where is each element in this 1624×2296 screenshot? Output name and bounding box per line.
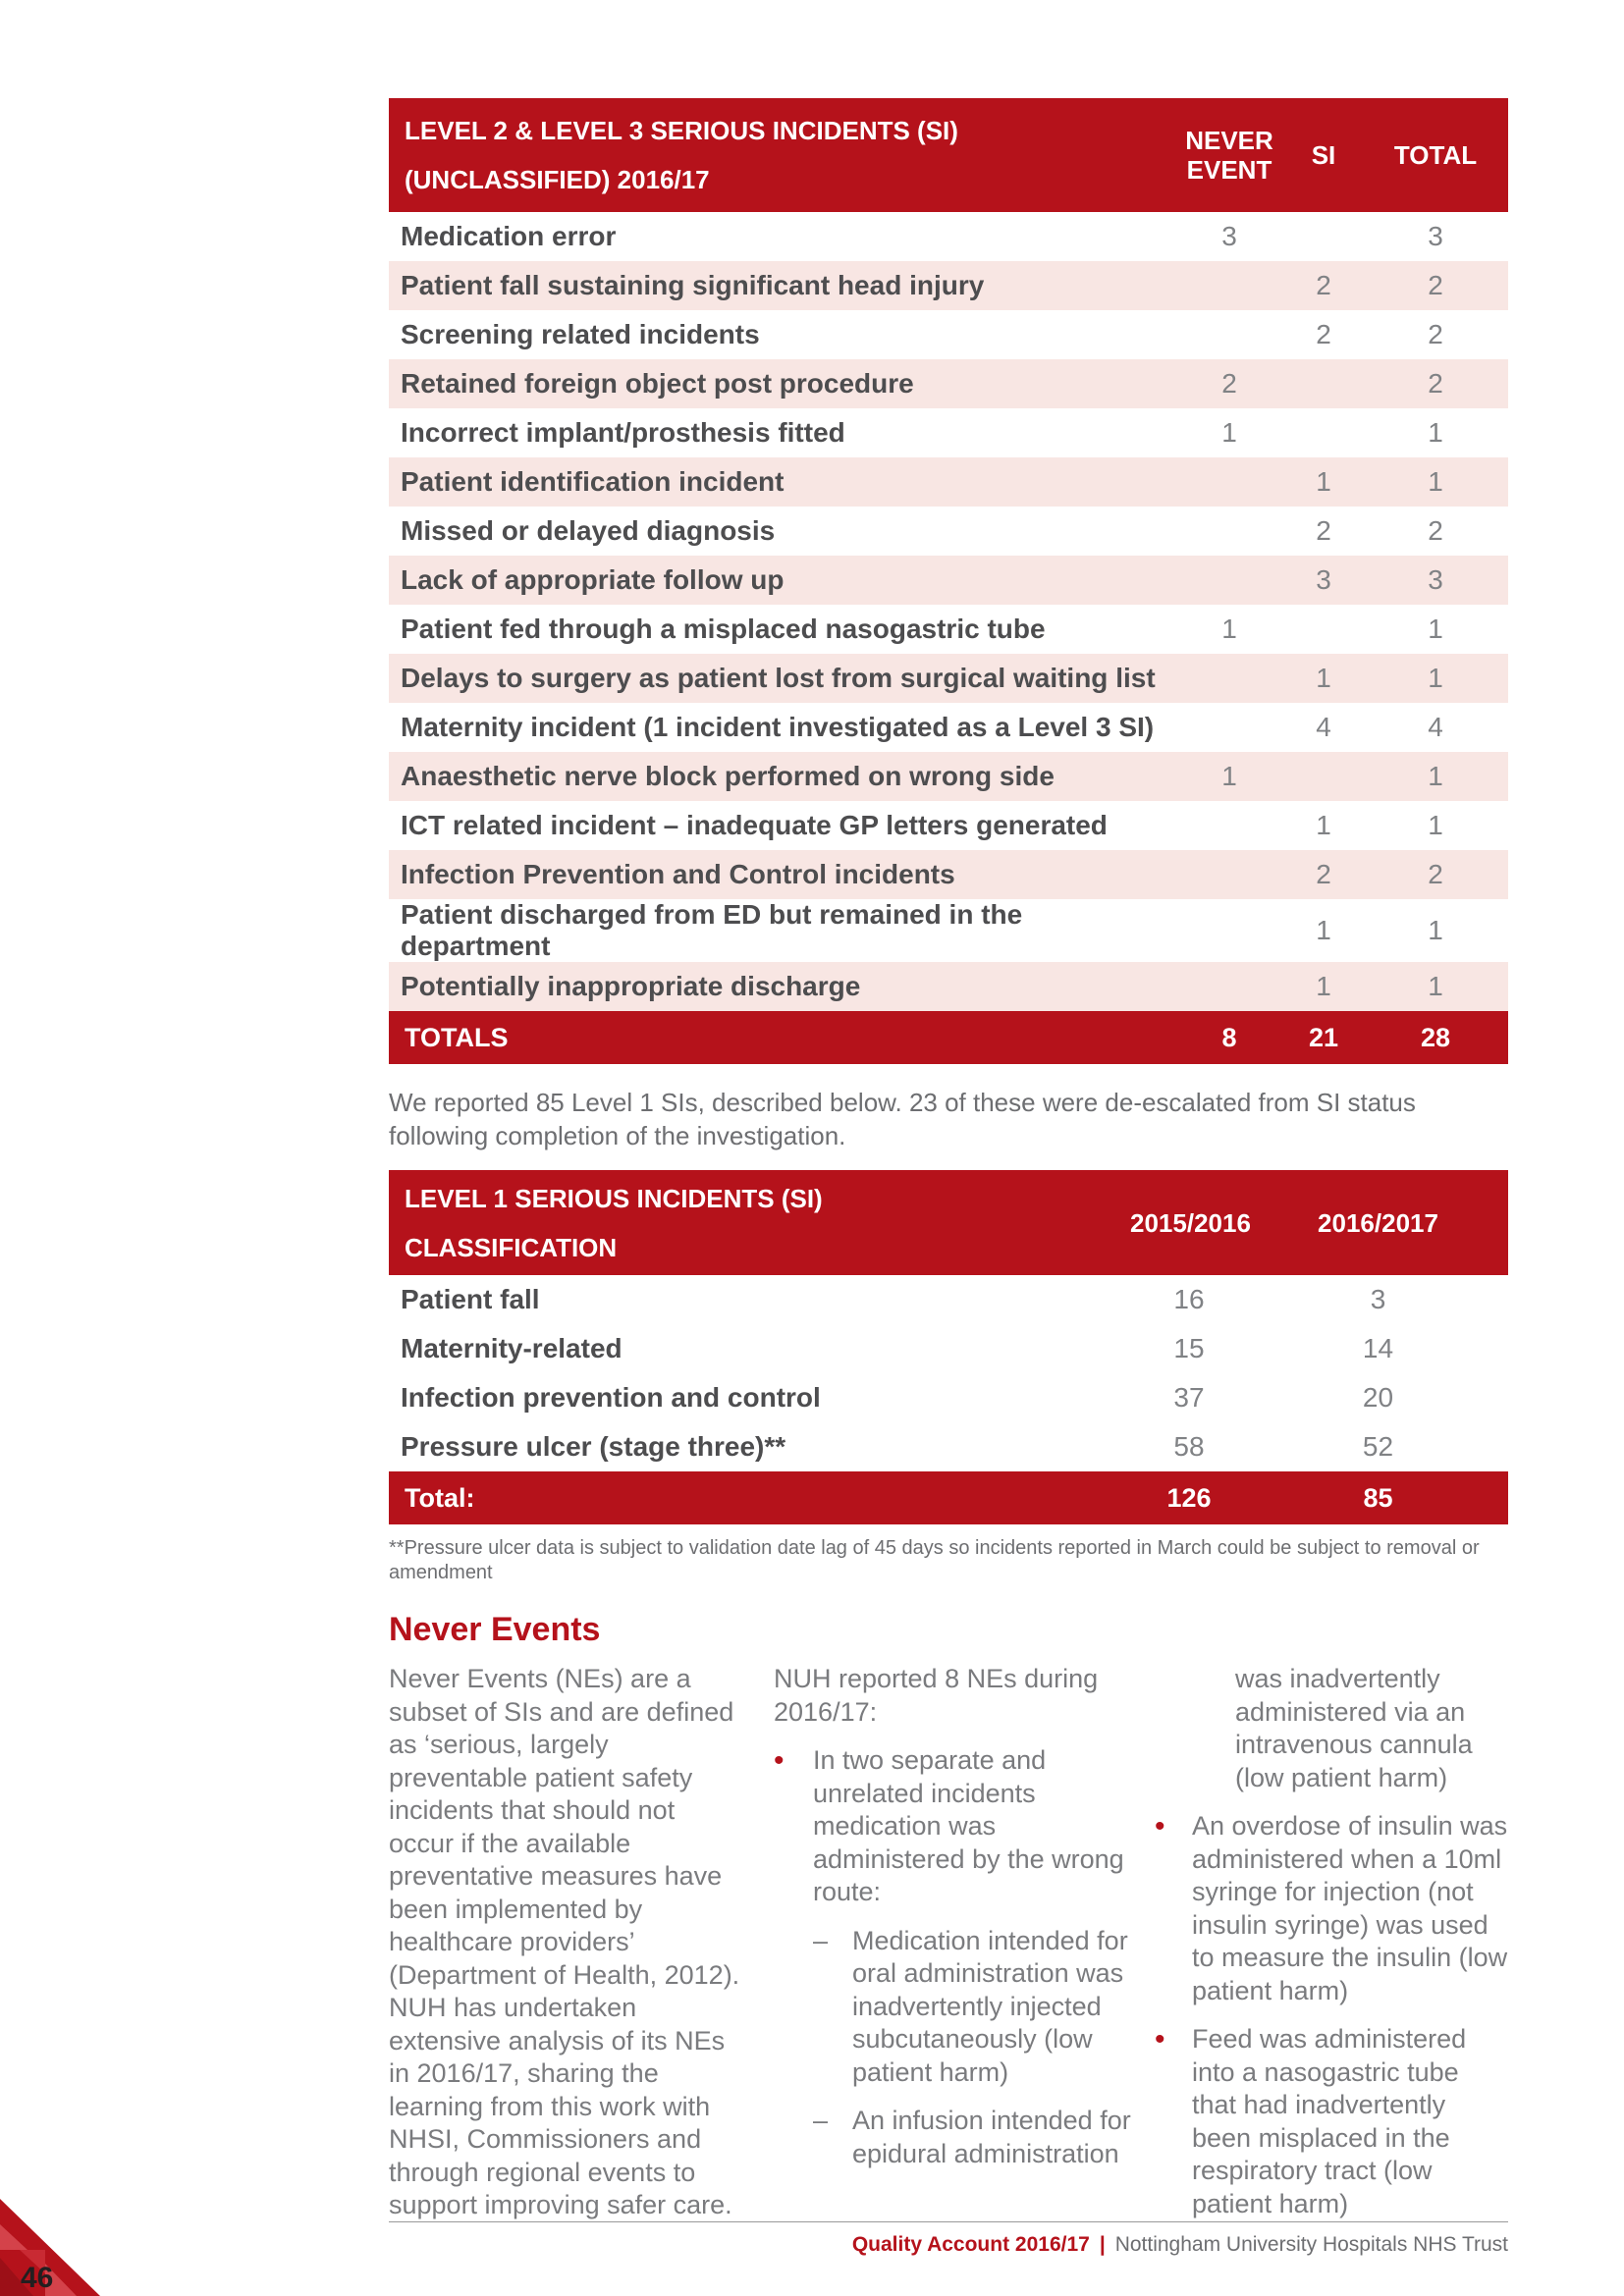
total-value: 2 xyxy=(1363,261,1508,310)
year-2016-header: 2016/2017 xyxy=(1318,1207,1438,1238)
total-value: 1 xyxy=(1428,810,1443,840)
bullet-icon: • xyxy=(1155,2023,1165,2056)
never-event-value xyxy=(1174,261,1284,310)
never-event-value xyxy=(1174,654,1284,703)
never-event-value xyxy=(1174,556,1284,605)
page-content xyxy=(389,98,1508,2219)
table-row xyxy=(389,962,1508,1011)
si-value xyxy=(1284,359,1363,408)
year-2015-value: 15 xyxy=(1173,1333,1205,1363)
never-event-value: 1 xyxy=(1221,417,1237,448)
total-header: TOTAL xyxy=(1393,140,1478,170)
si-value: 1 xyxy=(1284,457,1363,507)
page-number: 46 xyxy=(21,2262,54,2294)
totals-never-event: 8 xyxy=(1174,1011,1284,1064)
totals-row xyxy=(389,1011,1508,1064)
bullet-icon: • xyxy=(774,1744,785,1777)
list-item-text: An overdose of insulin was administered when a 10ml syringe for injection (not insulin syringe) was used to measure the insulin (low patient harm) xyxy=(1192,1811,1508,2005)
never-event-value: 3 xyxy=(1221,221,1237,251)
dash-icon: – xyxy=(813,2106,829,2135)
total-value: 1 xyxy=(1363,752,1508,801)
total-value: 1 xyxy=(1363,457,1508,507)
never-event-value: 2 xyxy=(1174,359,1284,408)
row-label: Patient identification incident xyxy=(389,457,1174,507)
total-value: 1 xyxy=(1428,417,1443,448)
bullet-list xyxy=(1155,1810,1510,2220)
sub-list-item-text: Medication intended for oral administration was inadvertently injected subcutaneously (low patient harm) xyxy=(852,1925,1128,2087)
total-value: 3 xyxy=(1363,556,1508,605)
row-label: Anaesthetic nerve block performed on wrong side xyxy=(389,752,1174,801)
si-value: 2 xyxy=(1316,319,1331,349)
column-1: Never Events (NEs) are a subset of SIs and are defined as ‘serious, largely preventable patient safety incidents that should not occur if the available preventative measures have been implemented by healthcare providers’ (Department of Health, 2012). NUH has undertaken extensive analysis of its NEs in 2016/17, sharing the learning from this work with NHSI, Commissioners and through regional events to support improving safer care. xyxy=(389,1664,740,2219)
row-label: Screening related incidents xyxy=(401,319,760,349)
totals-2015: 126 xyxy=(1130,1471,1248,1524)
row-label: Pressure ulcer (stage three)** xyxy=(401,1431,786,1462)
si-value: 3 xyxy=(1284,556,1363,605)
column-intro: NUH reported 8 NEs during 2016/17: xyxy=(774,1664,1099,1727)
table-row xyxy=(389,801,1508,850)
row-label: Lack of appropriate follow up xyxy=(389,556,1174,605)
year-2015-value: 37 xyxy=(1173,1382,1205,1413)
total-value: 2 xyxy=(1428,515,1443,546)
table-row xyxy=(389,408,1508,457)
sub-list-item-text: An infusion intended for epidural administration xyxy=(852,2106,1131,2168)
si-value: 1 xyxy=(1284,962,1363,1011)
footer-report-title: Quality Account 2016/17 xyxy=(851,2233,1090,2256)
si-header: SI xyxy=(1311,140,1336,170)
header-line: NEVER xyxy=(1185,126,1273,155)
si-value: 2 xyxy=(1284,261,1363,310)
row-label: Infection prevention and control xyxy=(401,1382,821,1413)
total-value: 1 xyxy=(1363,962,1508,1011)
si-value: 1 xyxy=(1316,915,1331,945)
never-event-value: 1 xyxy=(1221,614,1237,644)
corner-decoration-icon xyxy=(0,2199,108,2296)
year-2016-value: 52 xyxy=(1362,1431,1394,1462)
sub-list xyxy=(813,1925,1137,2171)
si-value xyxy=(1284,752,1363,801)
list-item xyxy=(1155,2023,1510,2220)
year-2016-value: 20 xyxy=(1362,1382,1394,1413)
table-row xyxy=(389,556,1508,605)
table-row xyxy=(389,1324,1508,1373)
total-value: 4 xyxy=(1428,712,1443,742)
table-row xyxy=(389,703,1508,752)
table-header xyxy=(389,98,1508,212)
footer-organisation: Nottingham University Hospitals NHS Trust xyxy=(1114,2233,1508,2256)
total-value: 3 xyxy=(1428,221,1443,251)
year-2016-value: 14 xyxy=(1362,1333,1394,1363)
list-item xyxy=(1155,1810,1510,2007)
table-row xyxy=(389,507,1508,556)
table-row xyxy=(389,261,1508,310)
total-value: 1 xyxy=(1428,915,1443,945)
table-row xyxy=(389,457,1508,507)
title-line: LEVEL 2 & LEVEL 3 SERIOUS INCIDENTS (SI) xyxy=(405,116,958,145)
pressure-ulcer-footnote: **Pressure ulcer data is subject to validation date lag of 45 days so incidents reported in March could be subject to removal or amendment xyxy=(389,1537,1480,1583)
si-value: 1 xyxy=(1316,810,1331,840)
list-item-text: In two separate and unrelated incidents medication was administered by the wrong route: xyxy=(813,1745,1124,1906)
table-header xyxy=(389,1170,1508,1275)
row-label: Delays to surgery as patient lost from surgical waiting list xyxy=(389,654,1174,703)
total-value: 2 xyxy=(1363,850,1508,899)
year-2015-value: 16 xyxy=(1173,1284,1205,1314)
title-line: (UNCLASSIFIED) 2016/17 xyxy=(405,165,710,194)
si-value xyxy=(1284,408,1363,457)
si-value xyxy=(1284,212,1363,261)
section-heading: Never Events xyxy=(389,1611,601,1648)
footer-separator: | xyxy=(1099,2233,1106,2256)
si-value: 4 xyxy=(1316,712,1331,742)
si-value: 2 xyxy=(1284,850,1363,899)
page-footer xyxy=(852,2233,1508,2257)
never-event-value xyxy=(1174,850,1284,899)
table-row xyxy=(389,752,1508,801)
row-label: Medication error xyxy=(401,221,617,251)
row-label: Patient fed through a misplaced nasogastric tube xyxy=(401,614,1046,644)
table-title xyxy=(389,98,1174,212)
table-row xyxy=(389,359,1508,408)
row-label: Retained foreign object post procedure xyxy=(389,359,1174,408)
sub-list-item xyxy=(813,1925,1137,2090)
never-event-value xyxy=(1174,507,1284,556)
total-value: 2 xyxy=(1428,319,1443,349)
totals-si: 21 xyxy=(1284,1011,1363,1064)
title-line: LEVEL 1 SERIOUS INCIDENTS (SI) xyxy=(405,1183,823,1213)
bullet-list xyxy=(774,1744,1137,2170)
si-value: 2 xyxy=(1316,515,1331,546)
level1-si-table xyxy=(389,1170,1508,1524)
never-event-value: 1 xyxy=(1174,752,1284,801)
header-line: EVENT xyxy=(1186,155,1272,185)
table-title xyxy=(389,1170,1130,1275)
continued-sub-item: was inadvertently administered via an intravenous cannula (low patient harm) xyxy=(1235,1664,1473,1792)
table-row xyxy=(389,899,1508,962)
totals-total: 28 xyxy=(1363,1011,1508,1064)
totals-2016: 85 xyxy=(1248,1471,1508,1524)
column-2 xyxy=(774,1663,1137,2170)
column-3 xyxy=(1155,1663,1510,2220)
total-value: 1 xyxy=(1428,614,1443,644)
never-event-value xyxy=(1174,703,1284,752)
sub-list-item xyxy=(813,2105,1137,2170)
totals-label: Total: xyxy=(389,1471,1130,1524)
si-value xyxy=(1284,605,1363,654)
table-row xyxy=(389,310,1508,359)
row-label: Patient discharged from ED but remained in the department xyxy=(401,899,1023,961)
row-label: ICT related incident – inadequate GP letters generated xyxy=(401,810,1108,840)
never-event-value xyxy=(1174,457,1284,507)
row-label: Infection Prevention and Control incidents xyxy=(389,850,1174,899)
table-row xyxy=(389,1422,1508,1471)
totals-label: TOTALS xyxy=(389,1011,1174,1064)
totals-row xyxy=(389,1471,1508,1524)
si-value: 1 xyxy=(1284,654,1363,703)
never-event-value xyxy=(1174,962,1284,1011)
never-event-value xyxy=(1174,899,1284,962)
title-line: CLASSIFICATION xyxy=(405,1232,618,1262)
footer-divider xyxy=(389,2221,1508,2222)
row-label: Maternity incident (1 incident investigated as a Level 3 SI) xyxy=(401,712,1155,742)
total-value: 2 xyxy=(1363,359,1508,408)
never-event-value xyxy=(1174,801,1284,850)
never-event-value xyxy=(1174,310,1284,359)
total-value: 1 xyxy=(1363,654,1508,703)
list-item-text: Feed was administered into a nasogastric tube that had inadvertently been misplaced in the respiratory tract (low patient harm) xyxy=(1192,2024,1467,2218)
never-event-header xyxy=(1174,98,1284,212)
row-label: Missed or delayed diagnosis xyxy=(401,515,776,546)
table-row xyxy=(389,605,1508,654)
bullet-icon: • xyxy=(1155,1810,1165,1842)
row-label: Patient fall xyxy=(401,1284,540,1314)
row-label: Incorrect implant/prosthesis fitted xyxy=(401,417,845,448)
year-2015-header: 2015/2016 xyxy=(1130,1207,1251,1238)
table-row xyxy=(389,212,1508,261)
intro-paragraph: We reported 85 Level 1 SIs, described below. 23 of these were de-escalated from SI status following completion of the investigation. xyxy=(389,1088,1416,1150)
dash-icon: – xyxy=(813,1925,829,1955)
list-item xyxy=(774,1744,1137,2170)
table-row xyxy=(389,654,1508,703)
table-row xyxy=(389,1275,1508,1324)
level2-3-si-table xyxy=(389,98,1508,1064)
row-label: Potentially inappropriate discharge xyxy=(389,962,1174,1011)
row-label: Patient fall sustaining significant head injury xyxy=(389,261,1174,310)
year-2016-value: 3 xyxy=(1370,1284,1386,1314)
table-row xyxy=(389,1373,1508,1422)
year-2015-value: 58 xyxy=(1173,1431,1205,1462)
never-events-columns xyxy=(389,1663,1508,2219)
row-label: Maternity-related xyxy=(401,1333,623,1363)
table-row xyxy=(389,850,1508,899)
